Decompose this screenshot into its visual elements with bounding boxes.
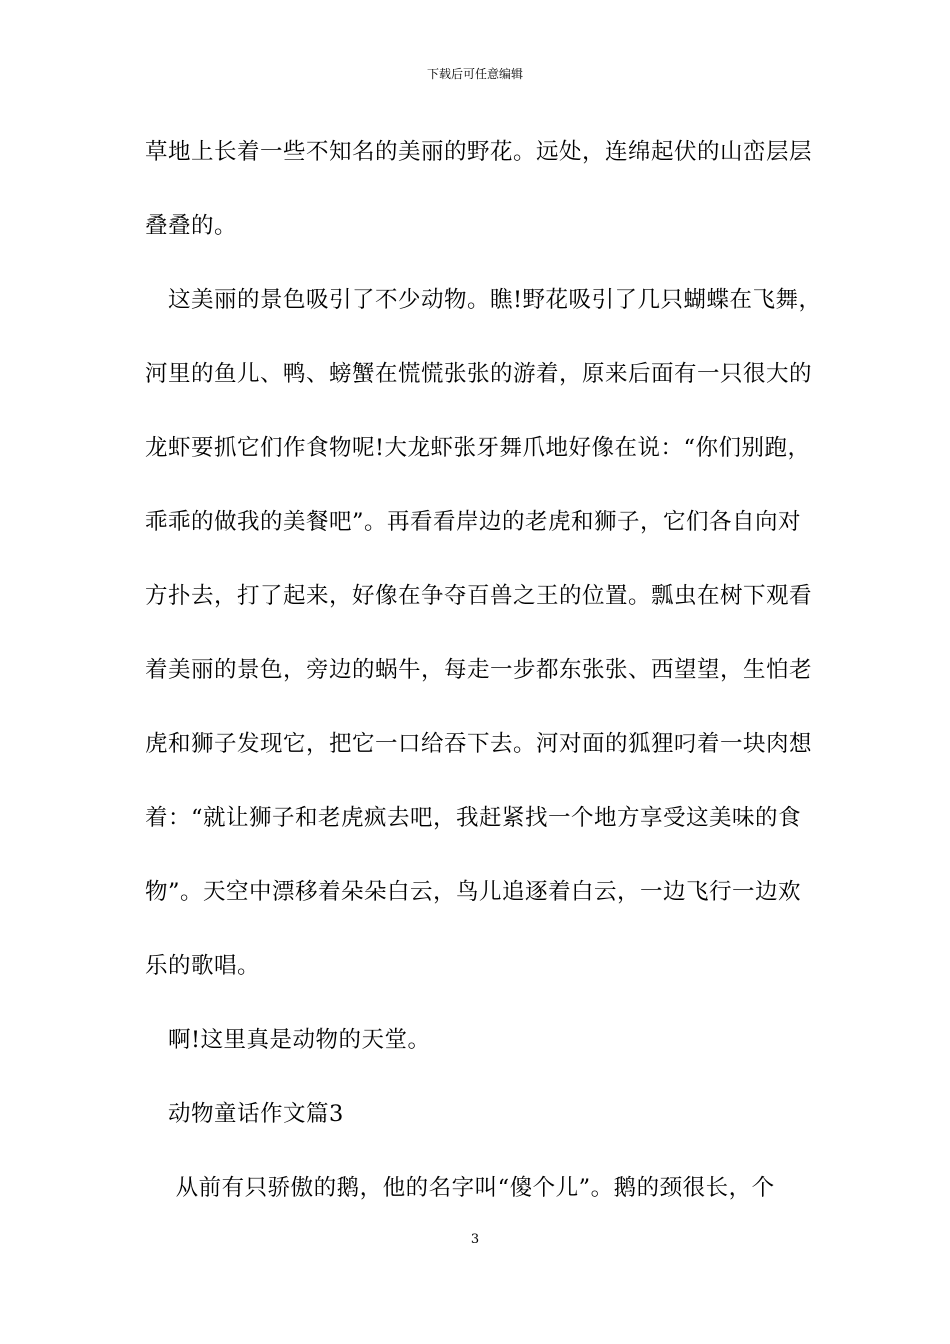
text-line: 着美丽的景色，旁边的蜗牛，每走一步都东张张、西望望，生怕老 [145,657,813,683]
text-line: 这美丽的景色吸引了不少动物。瞧!野花吸引了几只蝴蝶在飞舞， [145,287,822,313]
page-header: 下载后可任意编辑 [426,67,523,81]
text-line: 龙虾要抓它们作食物呢!大龙虾张牙舞爪地好像在说：“你们别跑， [145,435,811,461]
text-line: 河里的鱼儿、鸭、螃蟹在慌慌张张的游着，原来后面有一只很大的 [145,361,813,387]
text-line: 乖乖的做我的美餐吧”。再看看岸边的老虎和狮子，它们各自向对 [145,509,802,535]
page-number: 3 [470,1232,480,1247]
text-line: 方扑去，打了起来，好像在争夺百兽之王的位置。瓢虫在树下观看 [145,583,813,609]
text-line: 叠叠的。 [145,213,238,239]
text-line: 着：“就让狮子和老虎疯去吧，我赶紧找一个地方享受这美味的食 [145,805,802,831]
section-heading: 动物童话作文篇3 [145,1101,344,1127]
text-line: 草地上长着一些不知名的美丽的野花。远处，连绵起伏的山峦层层 [145,139,813,165]
text-line: 虎和狮子发现它，把它一口给吞下去。河对面的狐狸叼着一块肉想 [145,731,813,757]
text-line: 啊!这里真是动物的天堂。 [145,1027,431,1053]
text-line: 从前有只骄傲的鹅，他的名字叫“傻个儿”。鹅的颈很长，个 [145,1175,775,1201]
text-line: 乐的歌唱。 [145,953,261,979]
text-line: 物”。天空中漂移着朵朵白云，鸟儿追逐着白云，一边飞行一边欢 [145,879,802,905]
